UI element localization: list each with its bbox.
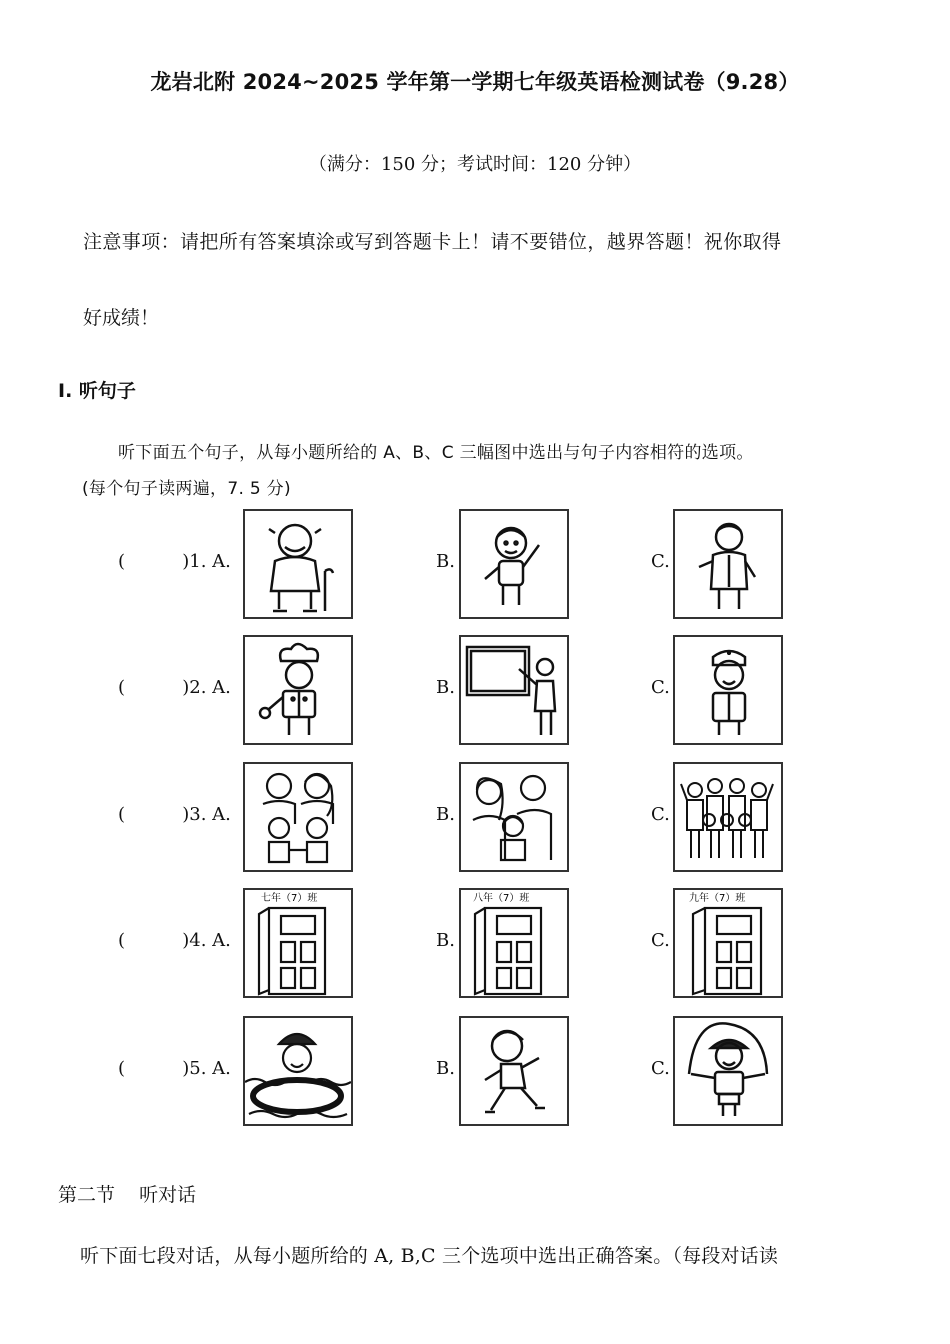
question-1-option-b: B. <box>436 551 455 572</box>
cook-icon <box>243 635 353 745</box>
classroom-door-icon <box>243 888 353 998</box>
question-3-option-b: B. <box>436 804 455 825</box>
question-4 <box>0 888 950 998</box>
doctor-icon <box>673 635 783 745</box>
teacher-at-board-icon <box>459 635 569 745</box>
question-5-option-b: B. <box>436 1058 455 1079</box>
question-3 <box>0 762 950 872</box>
question-2-label: ( )2. A. <box>118 677 231 698</box>
family-of-three-icon <box>459 762 569 872</box>
question-5-option-c: C. <box>651 1058 670 1079</box>
classroom-door-icon <box>459 888 569 998</box>
section-2-instruction: 听下面七段对话，从每小题所给的 A, B,C 三个选项中选出正确答案。（每段对话读 <box>80 1245 779 1267</box>
section-1-instruction-1: 听下面五个句子，从每小题所给的 A、B、C 三幅图中选出与句子内容相符的选项。 <box>118 443 754 463</box>
boy-waving-icon <box>459 509 569 619</box>
boy-jumping-rope-icon <box>673 1016 783 1126</box>
question-2-option-c: C. <box>651 677 670 698</box>
big-family-icon <box>673 762 783 872</box>
question-1-option-c: C. <box>651 551 670 572</box>
door-label-grade-9: 九年（7）班 <box>689 893 746 904</box>
question-1-label: ( )1. A. <box>118 551 231 572</box>
old-man-with-cane-icon <box>243 509 353 619</box>
door-label-grade-8: 八年（7）班 <box>473 893 530 904</box>
question-3-option-c: C. <box>651 804 670 825</box>
boy-swimming-icon <box>243 1016 353 1126</box>
exam-subtitle: （满分：150 分；考试时间：120 分钟） <box>308 154 642 175</box>
notice-line-2: 好成绩！ <box>83 307 160 329</box>
exam-title: 龙岩北附 2024~2025 学年第一学期七年级英语检测试卷（9.28） <box>150 70 800 94</box>
question-1 <box>0 509 950 619</box>
boy-running-icon <box>459 1016 569 1126</box>
family-of-four-icon <box>243 762 353 872</box>
question-2 <box>0 635 950 745</box>
door-label-grade-7: 七年（7）班 <box>261 893 318 904</box>
question-3-label: ( )3. A. <box>118 804 231 825</box>
section-1-heading: I. 听句子 <box>58 380 136 402</box>
question-4-label: ( )4. A. <box>118 930 231 951</box>
question-5 <box>0 1016 950 1126</box>
section-1-instruction-2: (每个句子读两遍，7. 5 分) <box>82 479 291 499</box>
question-5-label: ( )5. A. <box>118 1058 231 1079</box>
section-2-heading: 第二节 听对话 <box>58 1184 197 1206</box>
question-4-option-c: C. <box>651 930 670 951</box>
question-4-option-b: B. <box>436 930 455 951</box>
question-2-option-b: B. <box>436 677 455 698</box>
classroom-door-icon <box>673 888 783 998</box>
notice-line-1: 注意事项：请把所有答案填涂或写到答题卡上！请不要错位，越界答题！祝你取得 <box>83 231 782 253</box>
man-in-suit-icon <box>673 509 783 619</box>
